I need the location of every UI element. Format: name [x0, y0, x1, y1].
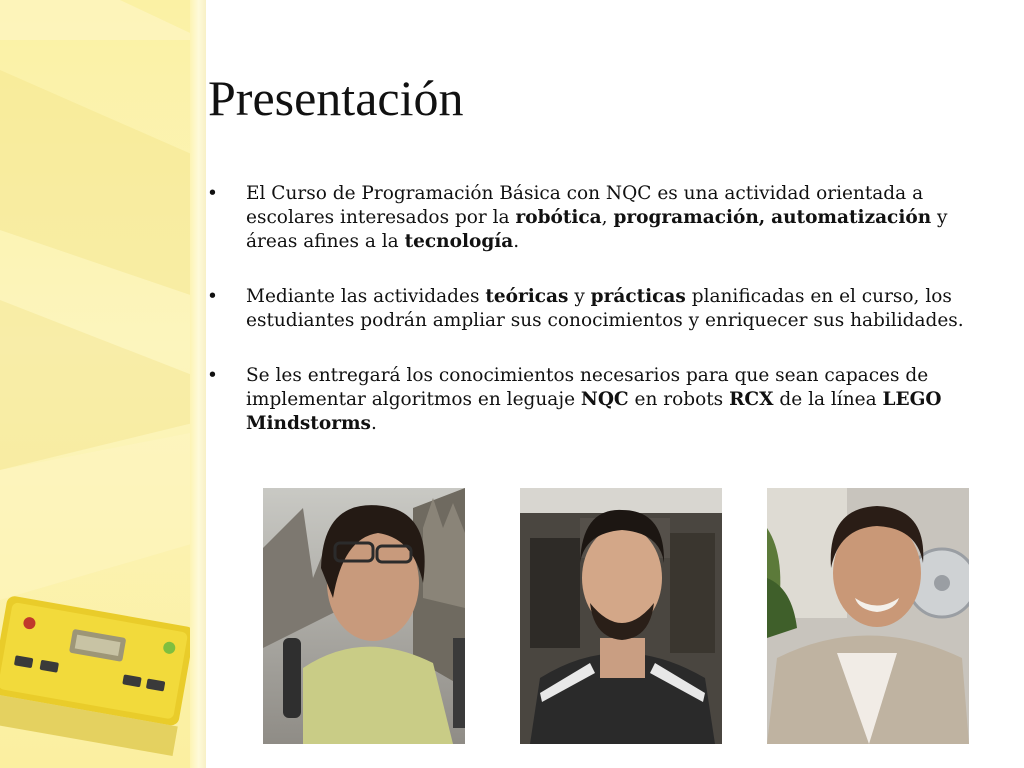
bullet-list — [207, 182, 987, 467]
lego-rcx-brick-image — [0, 595, 195, 756]
bullet-text: planificadas en el curso, los estudiantes podrán ampliar sus conocimientos y enriquecer sus habilidades. — [246, 286, 964, 331]
bullet-bold-text: programación, — [613, 207, 766, 228]
decorative-sidebar — [0, 0, 205, 768]
bullet-marker: • — [207, 286, 218, 307]
bullet-text: y — [568, 286, 591, 307]
bullet-item — [207, 364, 987, 436]
presenter-photo-3 — [767, 488, 969, 744]
presenter-photo-1 — [263, 488, 465, 744]
presenter-photo-2 — [520, 488, 722, 744]
bullet-marker: • — [207, 183, 218, 204]
bullet-text: Mediante las actividades — [246, 286, 486, 307]
bullet-text: y áreas afines a la — [246, 207, 948, 252]
bullet-bold-text: prácticas — [590, 286, 686, 307]
bullet-text: en robots — [628, 389, 730, 410]
bullet-text: de la línea — [773, 389, 883, 410]
bullet-bold-text: teóricas — [485, 286, 569, 307]
bullet-text: El Curso de Programación Básica con NQC es una actividad orientada a escolares interesados por la — [246, 183, 924, 228]
bullet-text: , — [601, 207, 614, 228]
bullet-item — [207, 182, 987, 254]
bullet-bold-text: NQC — [580, 389, 629, 410]
bullet-bold-text: robótica — [515, 207, 602, 228]
bullet-text: Se les entregará los conocimientos necesarios para que sean capaces de implementar algoritmos en leguaje — [246, 365, 929, 410]
bullet-item — [207, 285, 987, 333]
bullet-bold-text: automatización — [771, 207, 932, 228]
sidebar-decoration — [0, 0, 205, 768]
sidebar-edge — [190, 0, 206, 768]
bullet-marker: • — [207, 365, 218, 386]
slide-title: Presentación — [208, 70, 464, 126]
bullet-text: . — [513, 231, 520, 252]
bullet-text: . — [370, 413, 377, 434]
bullet-bold-text: RCX — [729, 389, 774, 410]
bullet-bold-text: LEGO Mindstorms — [246, 389, 942, 434]
bullet-bold-text: tecnología — [404, 231, 514, 252]
